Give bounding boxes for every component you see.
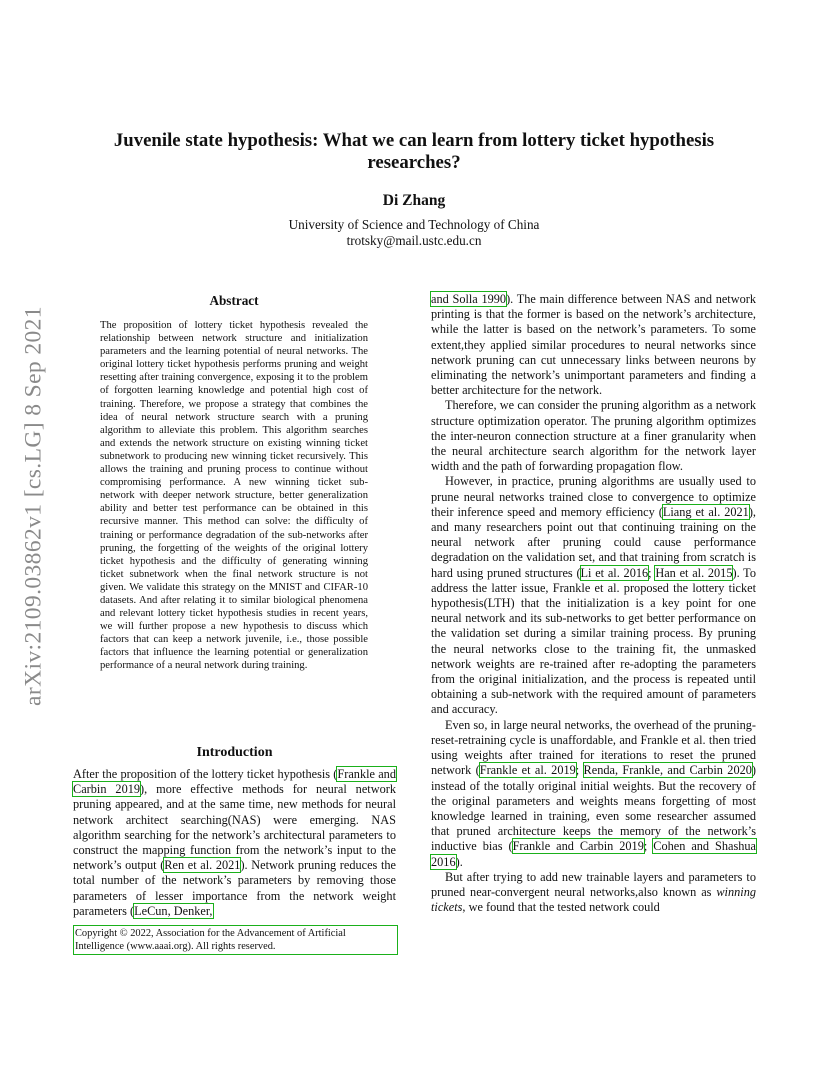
abstract-text: The proposition of lottery ticket hypothesis revealed the relationship between network structure and initialization parameters and the learning potential of neural networks. The original lottery ticket hypothesis performs pruning and weight resetting after training convergence, exposing it to the problem of forgotten learning knowledge and potential high cost of training. Therefore, we propose a strategy that combines the idea of neural network structure search with a pruning algorithm to alleviate this problem. This algorithm searches and extends the network structure on existing winning ticket subnetwork to producing new winning ticket recursively. This allows the training and pruning process to continue without compromising performance. A new winning ticket sub-network with deeper network structure, better generalization ability and better test performance can be obtained in this recursive manner. This method can solve: the difficulty of training or performance degradation of the sub-networks after pruning, the forgetting of the weights of the original lottery ticket hypothesis and the difficulty of generating winning ticket subnetwork when the final network structure is not given. We validate this strategy on the MNIST and CIFAR-10 datasets. And after relating it to similar biological phenomena and relevant lottery ticket hypothesis studies in recent years, we will further propose a new hypothesis to discuss which factors that can keep a network juvenile, i.e., those possible factors that influence the learning potential or generalization performance of a neural network during training.: [100, 320, 368, 672]
text-span: After the proposition of the lottery ticket hypothesis (: [73, 767, 338, 781]
citation-link[interactable]: Ren et al. 2021: [164, 858, 241, 873]
affiliation: University of Science and Technology of China: [288, 217, 540, 232]
emphasis-term: winning tickets: [431, 884, 756, 915]
intro-paragraph-3: Therefore, we can consider the pruning algorithm as a network structure optimization operator. The pruning algorithm optimizes the inter-neuron connection structure at a finer granularity when the neural architecture search algorithm for the network layer width and the path of forwarding propagation flow.: [431, 398, 756, 474]
text-span: ), more effective methods for neural network pruning appeared, and at the same time, new methods for neural network architect searching(NAS) were emerging. NAS algorithm searching for the network’s architectural parameters to construct the mapping function from the network’s input to the network’s output (: [73, 782, 396, 873]
paper-title: Juvenile state hypothesis: What we can learn from lottery ticket hypothesis researches?: [113, 130, 715, 173]
text-span: ) instead of the totally original initial weights. But the recovery of the original parameters and weights means forgetting of most knowledge learned in training, even some researcher assumed that pruned architecture keeps the memory of the network’s inductive bias (: [431, 763, 756, 854]
citation-link[interactable]: Liang et al. 2021: [662, 504, 749, 519]
author-name: Di Zhang: [382, 192, 446, 209]
citation-link[interactable]: Li et al. 2016: [580, 565, 649, 580]
text-span: ;: [575, 763, 584, 778]
author-email: trotsky@mail.ustc.edu.cn: [346, 233, 482, 248]
citation-link[interactable]: Renda, Frankle, and Carbin 2020: [583, 763, 752, 778]
text-span: ). Network pruning reduces the total number of the network’s parameters by removing those parameters of lesser importance from the network weight parameters (: [73, 858, 397, 918]
intro-paragraph-6: [431, 870, 756, 916]
intro-paragraph-1: [73, 767, 396, 919]
citation-link[interactable]: Han et al. 2015: [655, 565, 733, 580]
text-span: Even so, in large neural networks, the overhead of the pruning-reset-retraining cycle is unaffordable, and Frankle et al. then tried using weights after trained for iterations to reset the pruned network (: [431, 717, 756, 778]
arxiv-identifier: [14, 296, 54, 716]
text-span: ;: [648, 565, 656, 580]
text-span: However, in practice, pruning algorithms are usually used to prune neural networks trained close to convergence to optimize their inference speed and memory efficiency (: [431, 474, 756, 519]
citation-link[interactable]: Cohen and Shashua 2016: [431, 839, 757, 869]
introduction-left-column: [73, 767, 396, 919]
citation-link[interactable]: Frankle and Carbin 2019: [512, 839, 644, 854]
introduction-heading: Introduction: [196, 745, 273, 760]
author-affiliation-block: [0, 217, 828, 249]
citation-link[interactable]: and Solla 1990: [431, 292, 507, 306]
text-span: ;: [643, 839, 654, 854]
intro-paragraph-2: [431, 292, 756, 398]
intro-paragraph-5: [431, 718, 756, 870]
citation-link[interactable]: LeCun, Denker,: [134, 903, 213, 918]
text-span: But after trying to add new trainable layers and parameters to pruned near-convergent neural networks,also known as: [431, 869, 756, 899]
text-span: ), and many researchers point out that continuing training on the neural network after pruning could cause performance degradation on the validation set, and that training from scratch is hard using pruned structures (: [431, 504, 756, 580]
intro-paragraph-4: [431, 474, 756, 717]
copyright-notice[interactable]: Copyright © 2022, Association for the Advancement of Artificial Intelligence (www.aaai.org). All rights reserved.: [73, 925, 398, 955]
text-span: ). The main difference between NAS and network printing is that the former is based on the network’s architecture, while the latter is based on the network’s parameters. To some extent,they applied similar procedures to neural networks since network pruning can cut unnecessary links between neurons by eliminating the network’s unimportant parameters and finding a better architecture for the network.: [431, 292, 756, 398]
abstract-heading: Abstract: [209, 293, 259, 308]
citation-link[interactable]: Frankle and Carbin 2019: [73, 767, 396, 797]
citation-link[interactable]: Frankle et al. 2019: [479, 763, 576, 778]
arxiv-identifier-text: arXiv:2109.03862v1 [cs.LG] 8 Sep 2021: [20, 306, 47, 706]
text-span: ). To address the latter issue, Frankle et al. proposed the lottery ticket hypothesis(LTH) that the initialization is a key point for one neural network and its sub-networks to get better performance on the validation set during a similar training process. By pruning the neural networks close to the training fit, the unmasked network weights are re-trained after re-adopting the parameters from the original initialization, and the process is repeated until obtaining a sub-network with the required amount of parameters and accuracy.: [431, 565, 756, 717]
text-span: , we found that the tested network could: [462, 900, 660, 915]
introduction-right-column: [431, 292, 756, 915]
text-span: ).: [455, 854, 463, 869]
